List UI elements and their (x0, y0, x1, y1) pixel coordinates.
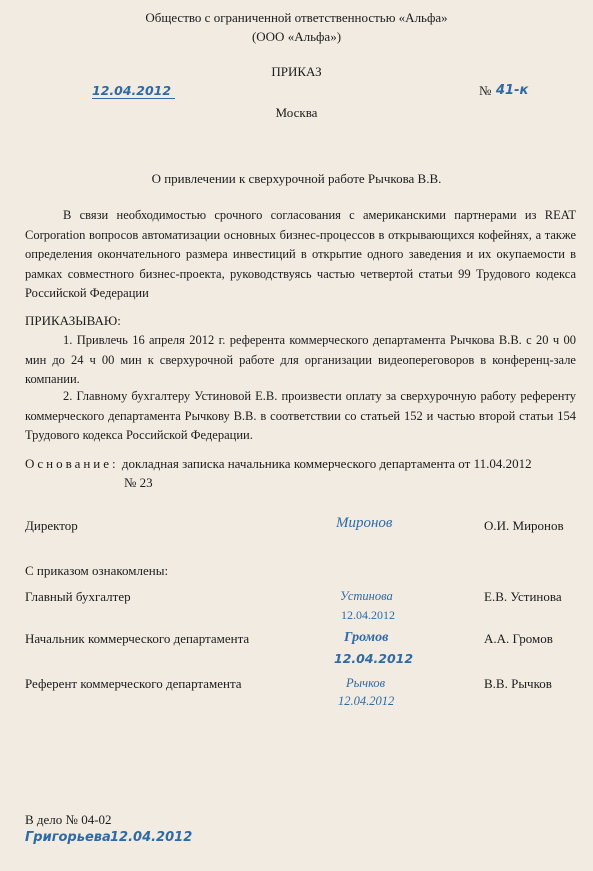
document-type: ПРИКАЗ (271, 64, 322, 79)
ack-title-1: Главный бухгалтер (25, 589, 131, 604)
number-label: № (479, 83, 492, 98)
director-title: Директор (25, 518, 78, 533)
ack-name-1: Е.В. Устинова (484, 589, 562, 604)
order-subject: О привлечении к сверхурочной работе Рычкова В.В. (151, 171, 442, 186)
basis-number: № 23 (124, 475, 153, 490)
order-item-1-text: 1. Привлечь 16 апреля 2012 г. референта коммерческого департамента Рычкова В.В. с 20 ч 00 мин до 24 ч 00 мин к сверхурочной работе для организации видеопереговоров в конференц-зале компании. (25, 333, 576, 386)
footer-date: 12.04.2012 (110, 830, 193, 845)
director-signature: Миронов (336, 515, 393, 531)
ack-name-2: А.А. Громов (484, 631, 553, 646)
order-number: 41-к (496, 83, 529, 98)
preamble-text: В связи необходимостью срочного согласования с американскими партнерами из REAT Corporation вопросов автоматизации основных бизнес-процессов в открывающихся кофейнях, а также определения окончательного размера инвестиций в открытие одного заведения и их окупаемости в рамках совместного бизнес-проекта, руководствуясь частью четвертой статьи 99 Трудового кодекса Российской Федерации (25, 208, 576, 300)
ack-date-1: 12.04.2012 (341, 608, 395, 622)
director-name: О.И. Миронов (484, 518, 564, 533)
footer-signature: Григорьева (25, 830, 111, 845)
preamble (25, 206, 576, 304)
ack-title-2: Начальник коммерческого департамента (25, 631, 250, 646)
basis-label: Основание: (25, 456, 119, 471)
ack-date-3: 12.04.2012 (338, 694, 395, 708)
file-note: В дело № 04-02 (25, 812, 112, 827)
order-item-2 (25, 387, 576, 446)
order-word: ПРИКАЗЫВАЮ: (25, 313, 121, 328)
basis-text: докладная записка начальника коммерческого департамента от 11.04.2012 (121, 456, 532, 471)
ack-signature-2: Громов (344, 630, 389, 645)
ack-name-3: В.В. Рычков (484, 676, 552, 691)
ack-label: С приказом ознакомлены: (25, 563, 169, 578)
ack-title-3: Референт коммерческого департамента (25, 676, 242, 691)
city: Москва (275, 105, 318, 120)
order-date: 12.04.2012 (92, 83, 175, 99)
ack-signature-3: Рычков (346, 676, 386, 690)
org-short-name: (ООО «Альфа») (251, 29, 342, 44)
ack-date-2: 12.04.2012 (334, 651, 414, 666)
order-item-2-text: 2. Главному бухгалтеру Устиновой Е.В. произвести оплату за сверхурочную работу референту коммерческого департамента Рычкову В.В. в соответствии со статьей 152 и частью второй статьи 154 Трудового кодекса Российской Федерации. (25, 389, 576, 442)
org-name: Общество с ограниченной ответственностью «Альфа» (145, 10, 448, 25)
basis-line (25, 456, 532, 472)
order-item-1 (25, 331, 576, 390)
ack-signature-1: Устинова (340, 589, 393, 603)
